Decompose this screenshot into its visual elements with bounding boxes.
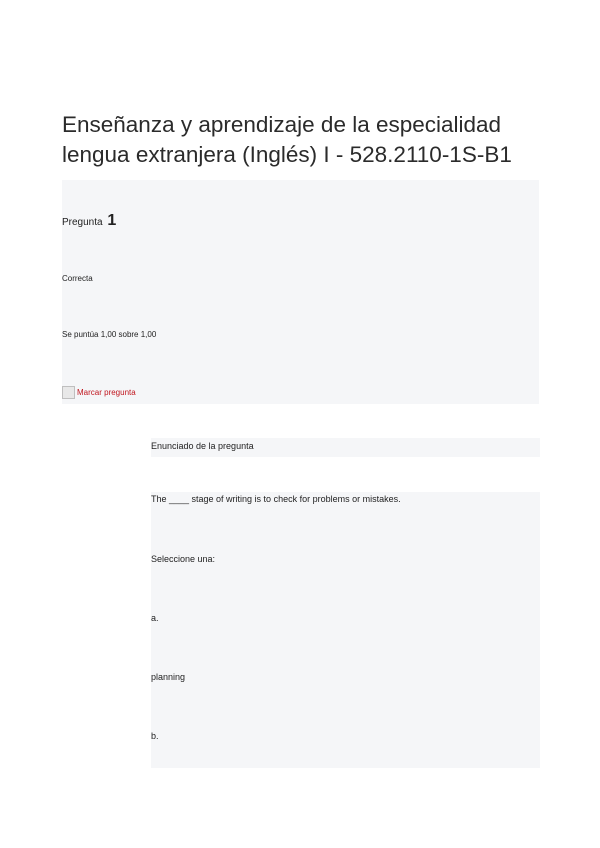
select-prompt: Seleccione una: <box>151 554 216 564</box>
flag-question-label[interactable]: Marcar pregunta <box>77 388 136 397</box>
option-a-letter[interactable]: a. <box>151 613 159 623</box>
course-title: Enseñanza y aprendizaje de la especialidad lengua extranjera (Inglés) I - 528.2110-1S-B1 <box>62 112 512 167</box>
question-text: The ____ stage of writing is to check for problems or mistakes. <box>151 494 401 504</box>
question-info-panel <box>62 180 539 404</box>
question-number-label <box>62 212 116 230</box>
option-b-letter[interactable]: b. <box>151 731 159 741</box>
question-content <box>151 492 540 768</box>
statement-header: Enunciado de la pregunta <box>151 438 540 457</box>
flag-checkbox[interactable] <box>62 386 75 399</box>
question-label: Pregunta <box>62 217 103 228</box>
question-status: Correcta <box>62 274 93 283</box>
flag-question-button[interactable] <box>62 386 136 399</box>
question-score: Se puntúa 1,00 sobre 1,00 <box>62 330 157 339</box>
option-a-text[interactable]: planning <box>151 672 186 682</box>
question-number: 1 <box>107 212 117 229</box>
